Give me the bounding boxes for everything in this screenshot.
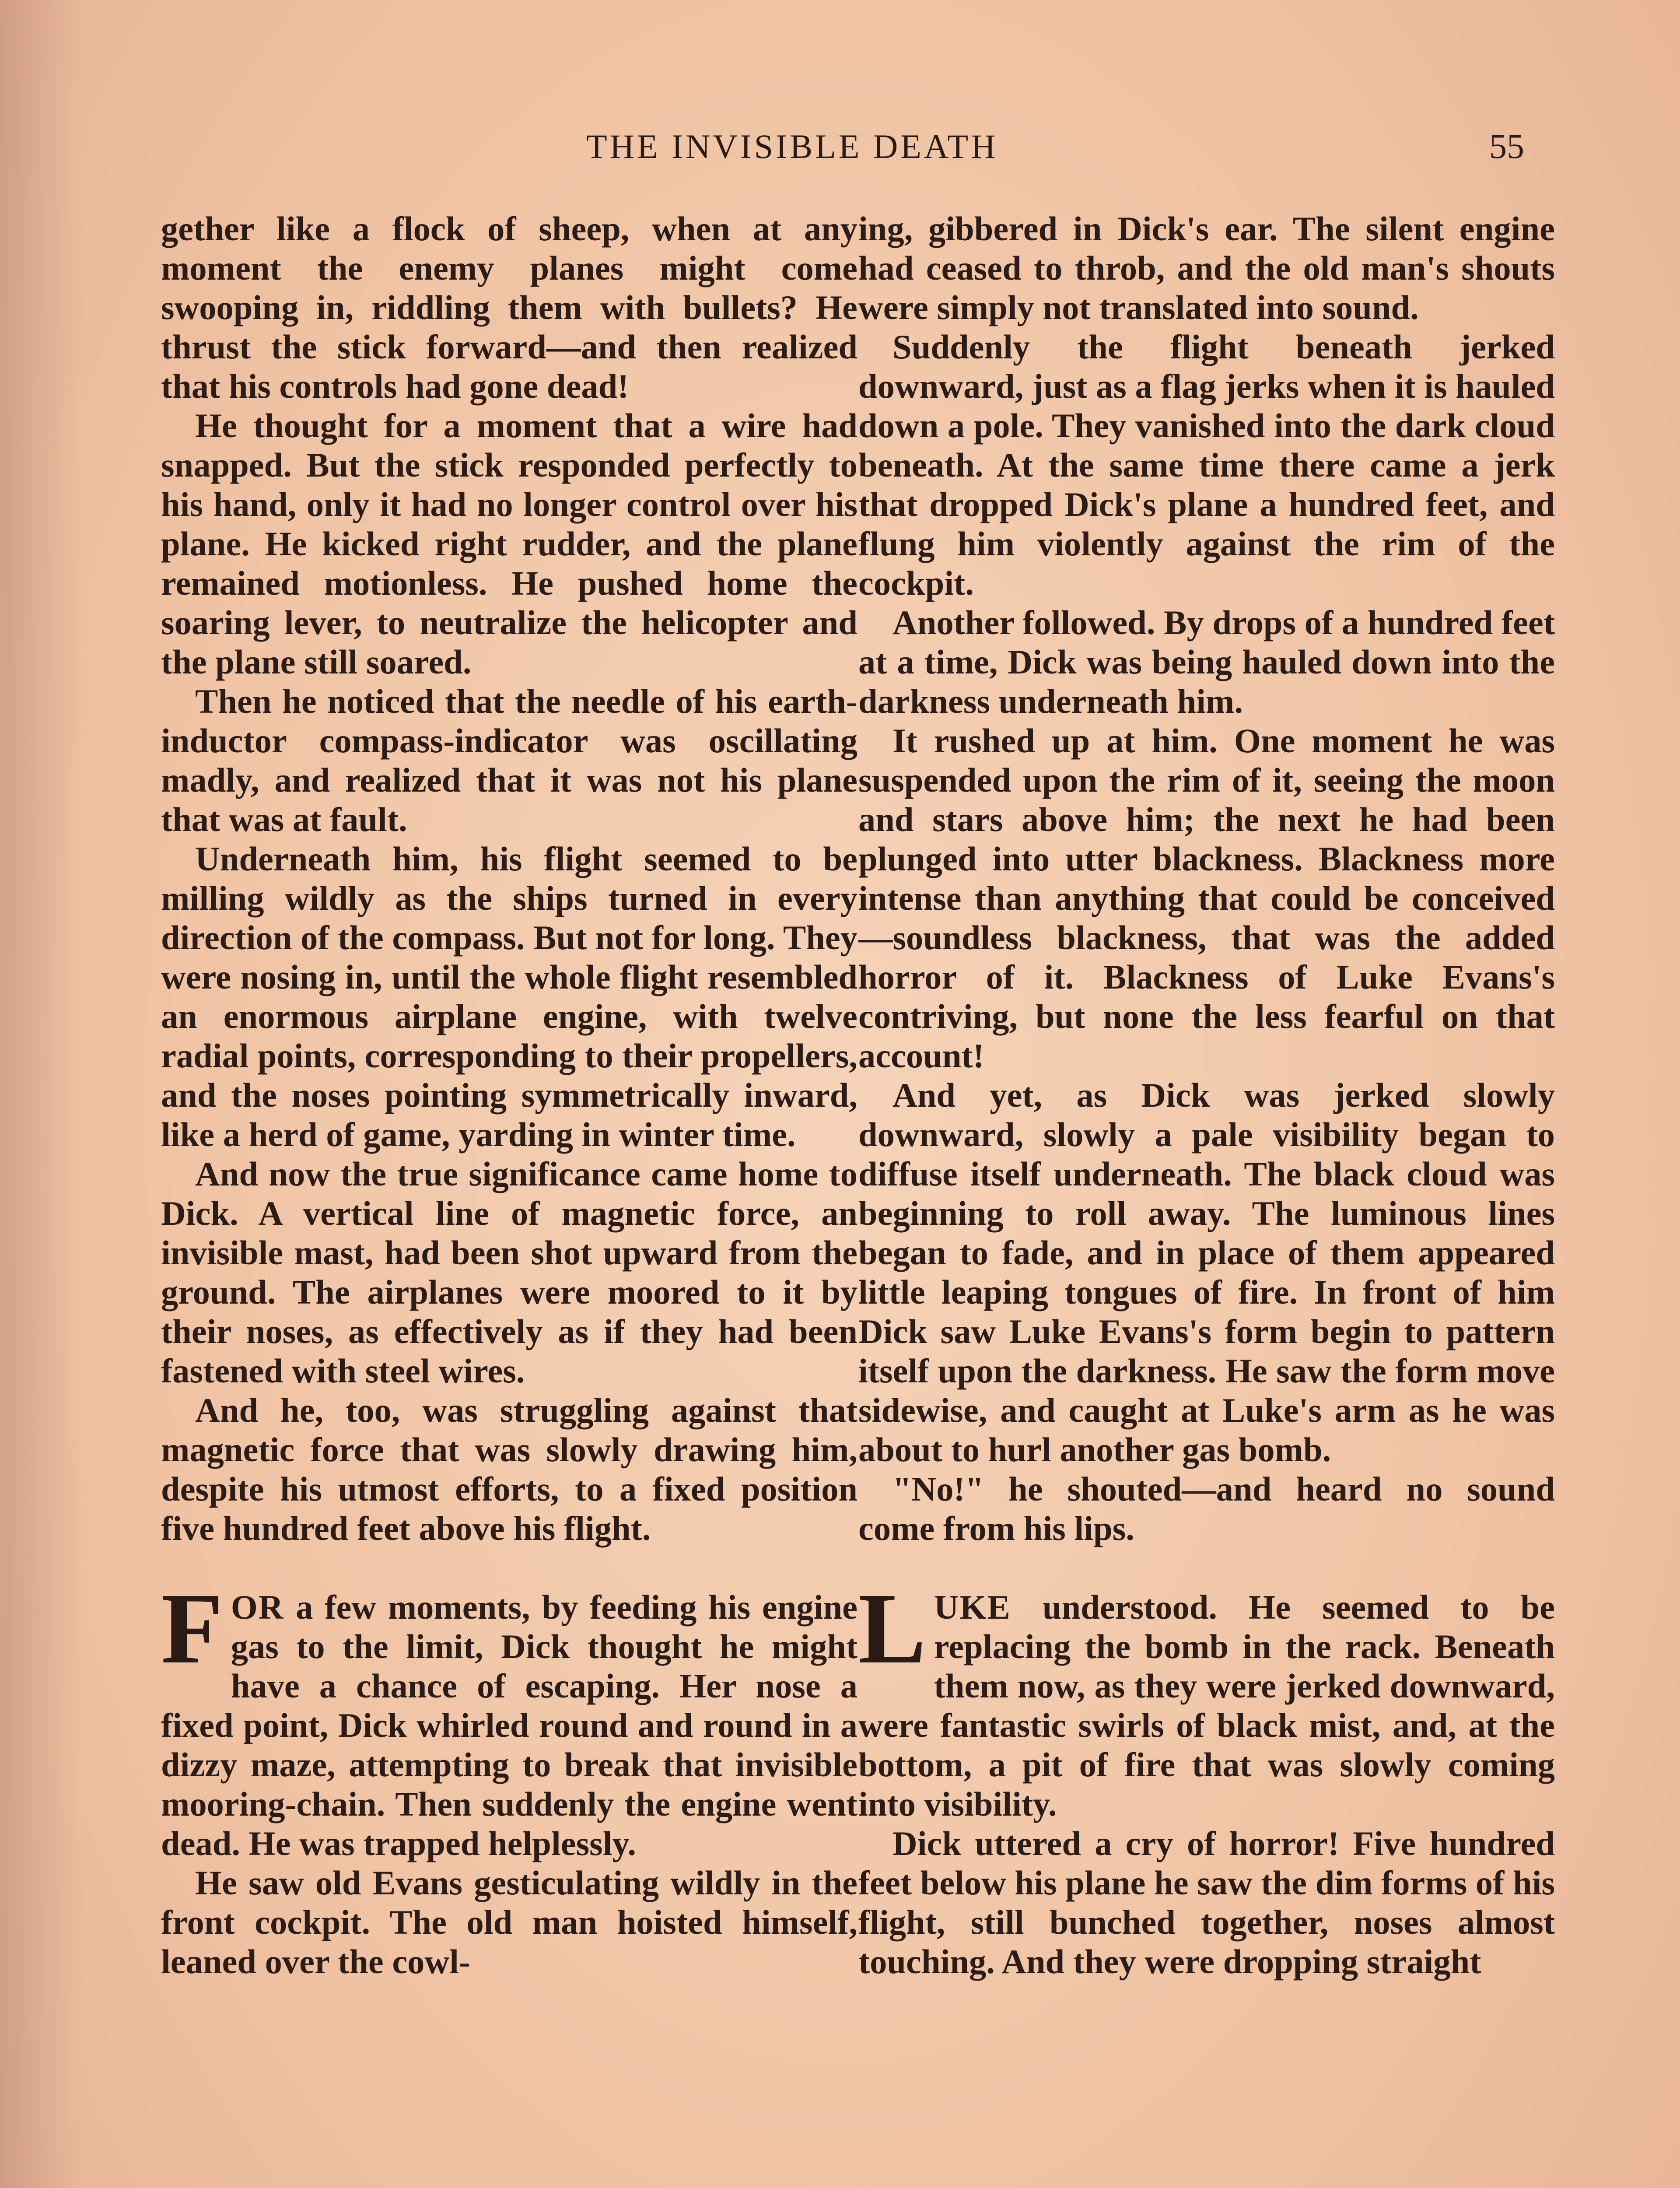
paragraph: He saw old Evans gesticulating wildly in the front cockpit. The old man hoisted himself, leaned over the cowl- bbox=[161, 1864, 858, 1981]
running-head: THE INVISIBLE DEATH bbox=[586, 127, 998, 165]
binding-shadow bbox=[0, 0, 83, 2188]
page-header bbox=[0, 127, 1680, 175]
drop-cap: L bbox=[858, 1572, 926, 1685]
paragraph: Underneath him, his flight seemed to be milling wildly as the ships turned in every direction of the compass. But not for long. They were nosing in, until the whole flight resembled an enormous airplane engine, with twelve radial points, corresponding to their propellers, and the noses pointing symmetrically inward, like a herd of game, yarding in winter time. bbox=[161, 840, 858, 1154]
paragraph-text: understood. He seemed to be replacing the bomb in the rack. Beneath them now, as they were jerked downward, were fantastic swirls of black mist, and, at the bottom, a pit of fire that was slowly coming into visibility. bbox=[858, 1588, 1555, 1823]
page-number: 55 bbox=[1489, 127, 1524, 166]
drop-cap: F bbox=[161, 1572, 223, 1685]
paragraph: ing, gibbered in Dick's ear. The silent engine had ceased to throb, and the old man's shouts were simply not translated into sound. bbox=[858, 210, 1555, 326]
paragraph: Suddenly the flight beneath jerked downward, just as a flag jerks when it is hauled down a pole. They vanished into the dark cloud beneath. At the same time there came a jerk that dropped Dick's plane a hundred feet, and flung him violently against the rim of the cockpit. bbox=[858, 328, 1555, 602]
section-opening-paragraph bbox=[858, 1572, 1555, 1824]
left-column bbox=[161, 209, 858, 2188]
lead-word: OR bbox=[231, 1588, 284, 1626]
paragraph: He thought for a moment that a wire had snapped. But the stick responded perfectly to his hand, only it had no longer control over his plane. He kicked right rudder, and the plane remained motionless. He pushed home the soaring lever, to neutralize the helicopter and the plane still soared. bbox=[161, 407, 858, 681]
paragraph: Then he noticed that the needle of his earth-inductor compass-indicator was oscillating madly, and realized that it was not his plane that was at fault. bbox=[161, 682, 858, 838]
paragraph: gether like a flock of sheep, when at any moment the enemy planes might come swooping in, riddling them with bullets? He thrust the stick forward—and then realized that his controls had gone dead! bbox=[161, 210, 858, 405]
right-column bbox=[858, 209, 1555, 2188]
section-break bbox=[858, 1548, 1555, 1588]
lead-word: UKE bbox=[934, 1588, 1011, 1626]
section-break bbox=[161, 1548, 858, 1588]
paragraph: And yet, as Dick was jerked slowly downward, slowly a pale visibility began to diffuse itself underneath. The black cloud was beginning to roll away. The luminous lines began to fade, and in place of them appeared little leaping tongues of fire. In front of him Dick saw Luke Evans's form begin to pattern itself upon the darkness. He saw the form move sidewise, and caught at Luke's arm as he was about to hurl another gas bomb. bbox=[858, 1076, 1555, 1469]
paragraph: It rushed up at him. One moment he was suspended upon the rim of it, seeing the moon and stars above him; the next he had been plunged into utter blackness. Blackness more intense than anything that could be conceived—soundless blackness, that was the added horror of it. Blackness of Luke Evans's contriving, but none the less fearful on that account! bbox=[858, 722, 1555, 1075]
paragraph: And he, too, was struggling against that magnetic force that was slowly drawing him, despite his utmost efforts, to a fixed position five hundred feet above his flight. bbox=[161, 1391, 858, 1547]
paragraph-text: a few moments, by feeding his engine gas to the limit, Dick thought he might have a chance of escaping. Her nose a fixed point, Dick whirled round and round in a dizzy maze, attempting to break that invisible mooring-chain. Then suddenly the engine went dead. He was trapped helplessly. bbox=[161, 1588, 858, 1862]
paragraph: "No!" he shouted—and heard no sound come from his lips. bbox=[858, 1470, 1555, 1547]
section-opening-paragraph bbox=[161, 1572, 858, 1863]
paragraph: Another followed. By drops of a hundred feet at a time, Dick was being hauled down into the darkness underneath him. bbox=[858, 603, 1555, 720]
paragraph: Dick uttered a cry of horror! Five hundred feet below his plane he saw the dim forms of his flight, still bunched together, noses almost touching. And they were dropping straight bbox=[858, 1824, 1555, 1981]
paragraph: And now the true significance came home to Dick. A vertical line of magnetic force, an invisible mast, had been shot upward from the ground. The airplanes were moored to it by their noses, as effectively as if they had been fastened with steel wires. bbox=[161, 1155, 858, 1390]
